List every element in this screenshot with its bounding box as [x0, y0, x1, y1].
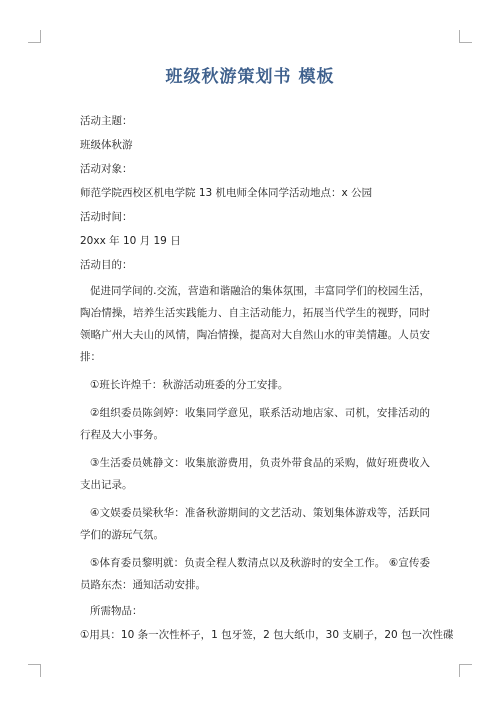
- target-label: 活动对象：: [80, 163, 133, 175]
- document-title: 班级秋游策划书 模板: [165, 67, 335, 87]
- role-organizer: ②组织委员陈剑婷：收集同学意见，联系活动地店家、司机，安排活动的行程及大小事务。: [80, 407, 430, 441]
- role-monitor: ①班长许煌千：秋游活动班委的分工安排。: [90, 379, 289, 391]
- document-body: [80, 112, 454, 650]
- crop-mark-bottom-left: [28, 664, 41, 677]
- supplies-item-1: ①用具：10 条一次性杯子，1 包牙签，2 包大纸巾，30 支刷子，20 包一次性碟: [80, 629, 454, 641]
- crop-mark-top-left: [28, 30, 41, 43]
- role-life-committee: ③生活委员姚静文：收集旅游费用，负责外带食品的采购，做好班费收入支出记录。: [80, 457, 430, 491]
- target-value: 师范学院西校区机电学院 13 机电师全体同学活动地点：x 公园: [80, 187, 373, 199]
- theme-label: 活动主题：: [80, 115, 133, 127]
- time-value: 20xx 年 10 月 19 日: [80, 235, 181, 247]
- role-sports-publicity: ⑤体育委员黎明就：负责全程人数清点以及秋游时的安全工作。 ⑥宣传委员路东杰：通知活动安排。: [80, 557, 430, 591]
- crop-mark-top-right: [459, 30, 472, 43]
- purpose-label: 活动目的：: [80, 259, 133, 271]
- time-label: 活动时间：: [80, 211, 133, 223]
- purpose-paragraph: 促进同学间的.交流，营造和谐融洽的集体氛围，丰富同学们的校园生活，陶冶情操，培养生活实践能力、自主活动能力，拓展当代学生的视野，同时领略广州大夫山的风情，陶冶情操，提高对大自然山水的审美情趣。人员安排：: [80, 285, 430, 363]
- theme-value: 班级体秋游: [80, 139, 133, 151]
- crop-mark-bottom-right: [459, 664, 472, 677]
- supplies-label: 所需物品：: [90, 605, 143, 617]
- role-entertainment: ④文娱委员梁秋华：准备秋游期间的文艺活动、策划集体游戏等，活跃同学们的游玩气氛。: [80, 507, 430, 541]
